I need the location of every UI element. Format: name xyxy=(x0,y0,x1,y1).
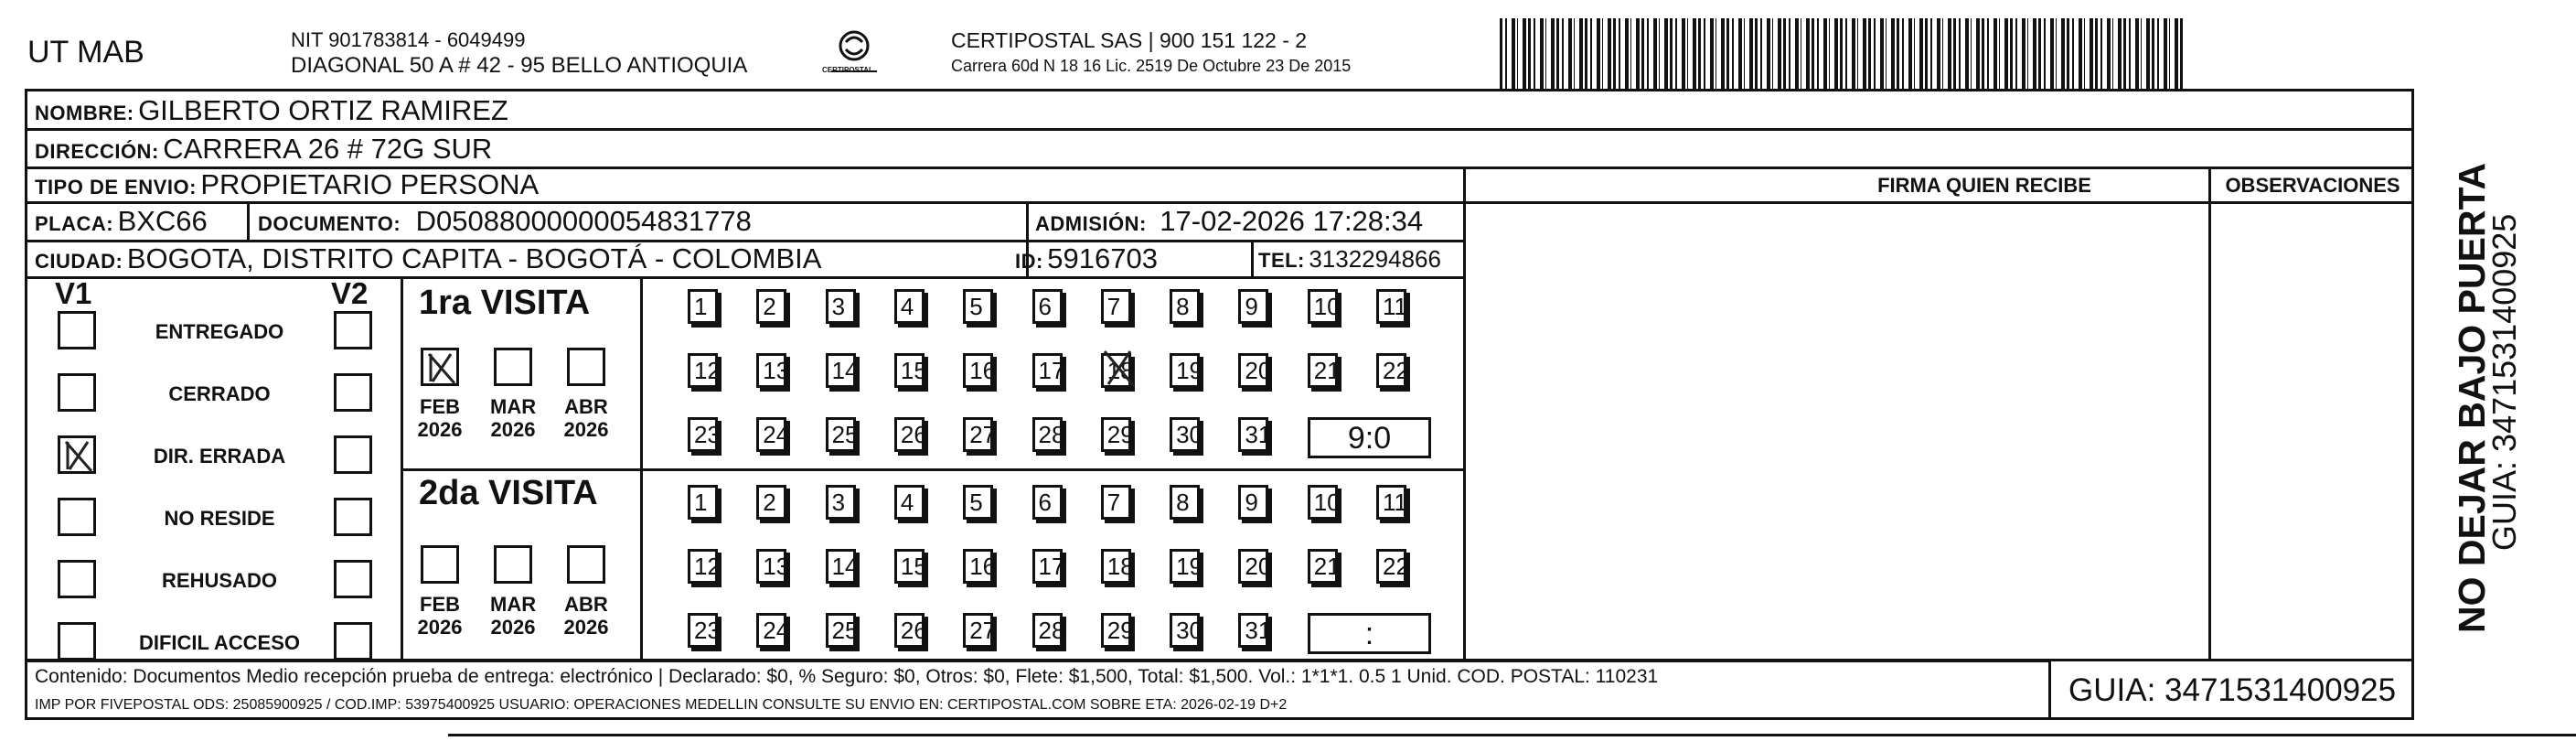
ciudad-value: BOGOTA, DISTRITO CAPITA - BOGOTÁ - COLOMBIA xyxy=(126,242,822,274)
day-box[interactable]: 8 xyxy=(1170,289,1200,324)
v2-checkbox[interactable] xyxy=(334,622,372,661)
documento-label: DOCUMENTO: xyxy=(258,212,401,235)
year-label: 2026 xyxy=(563,616,609,639)
day-box[interactable]: 20 xyxy=(1238,353,1268,388)
tipo-value: PROPIETARIO PERSONA xyxy=(200,168,540,200)
day-box[interactable]: 30 xyxy=(1170,417,1200,452)
day-box[interactable]: 18 xyxy=(1101,549,1131,584)
nombre-label: NOMBRE: xyxy=(35,102,134,124)
month-checkbox[interactable] xyxy=(494,545,532,584)
day-box[interactable]: 24 xyxy=(756,613,786,648)
firma-header: FIRMA QUIEN RECIBE xyxy=(1877,174,2091,197)
day-box[interactable]: 19 xyxy=(1170,353,1200,388)
status-label: DIFICIL ACCESO xyxy=(138,631,300,654)
id-label: ID: xyxy=(1015,250,1043,273)
footer-contenido: Contenido: Documentos Medio recepción prueba de entrega: electrónico | Declarado: $0, % Seguro: $0, Otros: $0, Flete: $1,500, Total: $1,500. Vol.: 1*1*1. 0.5 1 Unid. COD. POSTAL: 110231 xyxy=(35,666,1659,687)
year-label: 2026 xyxy=(563,418,609,441)
day-box[interactable]: 2 xyxy=(756,485,786,520)
footer-guia: GUIA: 3471531400925 xyxy=(2068,672,2397,708)
day-box[interactable]: 30 xyxy=(1170,613,1200,648)
day-box[interactable]: 11 xyxy=(1376,485,1406,520)
day-box[interactable]: 5 xyxy=(963,485,993,520)
second-visit-title: 2da VISITA xyxy=(419,474,598,512)
day-box[interactable]: 26 xyxy=(894,417,925,452)
month-label: FEB xyxy=(420,395,460,418)
day-check-mark xyxy=(1101,349,1138,388)
year-label: 2026 xyxy=(417,418,463,441)
v1-checkbox[interactable] xyxy=(58,560,96,598)
carrier-license: Carrera 60d N 18 16 Lic. 2519 De Octubre 23 De 2015 xyxy=(951,57,1352,75)
tel-value: 3132294866 xyxy=(1309,245,1441,273)
day-box[interactable]: 7 xyxy=(1101,289,1131,324)
barcode xyxy=(1500,18,2186,90)
day-box[interactable]: 3 xyxy=(826,485,856,520)
placa-row xyxy=(35,205,208,238)
v2-header: V2 xyxy=(331,276,369,310)
day-box[interactable]: 13 xyxy=(756,549,786,584)
day-box[interactable]: 21 xyxy=(1308,549,1338,584)
v2-checkbox[interactable] xyxy=(334,498,372,536)
day-box[interactable]: 27 xyxy=(963,613,993,648)
month-label: ABR xyxy=(564,395,608,418)
v2-checkbox[interactable] xyxy=(334,373,372,412)
admision-value: 17-02-2026 17:28:34 xyxy=(1160,205,1424,237)
year-label: 2026 xyxy=(490,418,536,441)
day-box[interactable]: 23 xyxy=(688,417,718,452)
month-checkbox[interactable] xyxy=(567,545,605,584)
day-box[interactable]: 17 xyxy=(1032,549,1063,584)
day-box[interactable]: 7 xyxy=(1101,485,1131,520)
day-box[interactable]: 14 xyxy=(826,353,856,388)
v1-checkbox[interactable] xyxy=(58,311,96,349)
day-box[interactable]: 17 xyxy=(1032,353,1063,388)
month-label: MAR xyxy=(490,593,537,616)
day-box[interactable]: 1 xyxy=(688,485,718,520)
month-label: ABR xyxy=(564,593,608,616)
tel-label: TEL: xyxy=(1258,249,1305,272)
year-label: 2026 xyxy=(417,616,463,639)
day-box[interactable]: 12 xyxy=(688,353,718,388)
tipo-label: TIPO DE ENVIO: xyxy=(35,176,197,199)
tipo-row xyxy=(35,168,539,201)
bottom-rule xyxy=(448,734,2576,736)
day-box[interactable]: 4 xyxy=(894,289,925,324)
month-checkbox[interactable] xyxy=(494,348,532,386)
day-box[interactable]: 20 xyxy=(1238,549,1268,584)
tel-row xyxy=(1258,245,1441,274)
v1-checkbox[interactable] xyxy=(58,622,96,661)
year-label: 2026 xyxy=(490,616,536,639)
side-guia: GUIA: 3471531400925 xyxy=(2485,213,2523,551)
day-box[interactable]: 31 xyxy=(1238,613,1268,648)
company-address: DIAGONAL 50 A # 42 - 95 BELLO ANTIOQUIA xyxy=(291,53,748,78)
day-box[interactable]: 25 xyxy=(826,417,856,452)
admision-label: ADMISIÓN: xyxy=(1035,212,1147,235)
day-box[interactable]: 5 xyxy=(963,289,993,324)
v1-header: V1 xyxy=(55,276,92,310)
v2-checkbox[interactable] xyxy=(334,311,372,349)
v2-checkbox[interactable] xyxy=(334,560,372,598)
nombre-row xyxy=(35,94,508,127)
documento-row xyxy=(258,205,752,238)
check-mark xyxy=(60,438,97,475)
ciudad-row xyxy=(35,242,821,275)
day-box[interactable]: 2 xyxy=(756,289,786,324)
nombre-value: GILBERTO ORTIZ RAMIREZ xyxy=(138,94,508,126)
day-box[interactable]: 14 xyxy=(826,549,856,584)
month-label: MAR xyxy=(490,395,537,418)
direccion-value: CARRERA 26 # 72G SUR xyxy=(163,133,493,165)
day-box[interactable]: 15 xyxy=(894,353,925,388)
v1-checkbox[interactable] xyxy=(58,498,96,536)
status-label: NO RESIDE xyxy=(164,507,275,530)
day-box[interactable]: 11 xyxy=(1376,289,1406,324)
logo-text: CERTIPOSTAL xyxy=(822,66,873,74)
month-label: FEB xyxy=(420,593,460,616)
first-visit-title: 1ra VISITA xyxy=(419,284,591,322)
day-box[interactable]: 25 xyxy=(826,613,856,648)
footer-bottom-border xyxy=(25,659,2414,720)
company-nit: NIT 901783814 - 6049499 xyxy=(291,28,526,51)
day-box[interactable]: 31 xyxy=(1238,417,1268,452)
footer-imp: IMP POR FIVEPOSTAL ODS: 25085900925 / COD.IMP: 53975400925 USUARIO: OPERACIONES MEDELLIN CONSULTE SU ENVIO EN: CERTIPOSTAL.COM SOBRE ETA: 2026-02-19 D+2 xyxy=(35,697,1288,713)
day-box[interactable]: 19 xyxy=(1170,549,1200,584)
status-label: DIR. ERRADA xyxy=(153,445,286,467)
placa-label: PLACA: xyxy=(35,212,114,235)
day-box[interactable]: 28 xyxy=(1032,613,1063,648)
time-box[interactable]: 9:0 xyxy=(1308,417,1431,458)
day-box[interactable]: 18 xyxy=(1101,353,1131,388)
v2-checkbox[interactable] xyxy=(334,435,372,474)
status-label: REHUSADO xyxy=(162,569,277,592)
day-box[interactable]: 6 xyxy=(1032,289,1063,324)
carrier-name: CERTIPOSTAL SAS | 900 151 122 - 2 xyxy=(951,28,1308,52)
day-box[interactable]: 6 xyxy=(1032,485,1063,520)
month-checkbox[interactable] xyxy=(421,348,459,386)
day-box[interactable]: 28 xyxy=(1032,417,1063,452)
day-box[interactable]: 29 xyxy=(1101,613,1131,648)
day-box[interactable]: 22 xyxy=(1376,353,1406,388)
day-box[interactable]: 16 xyxy=(963,549,993,584)
day-box[interactable]: 27 xyxy=(963,417,993,452)
v1-checkbox[interactable] xyxy=(58,435,96,474)
direccion-label: DIRECCIÓN: xyxy=(35,140,159,163)
day-box[interactable]: 10 xyxy=(1308,485,1338,520)
day-box[interactable]: 23 xyxy=(688,613,718,648)
observaciones-header: OBSERVACIONES xyxy=(2225,174,2400,197)
month-checkbox[interactable] xyxy=(421,545,459,584)
v1-checkbox[interactable] xyxy=(58,373,96,412)
day-box[interactable]: 12 xyxy=(688,549,718,584)
day-box[interactable]: 24 xyxy=(756,417,786,452)
day-box[interactable]: 1 xyxy=(688,289,718,324)
day-box[interactable]: 4 xyxy=(894,485,925,520)
documento-value: D05088000000054831778 xyxy=(415,205,752,237)
day-box[interactable]: 15 xyxy=(894,549,925,584)
admision-row xyxy=(1035,205,1423,238)
day-box[interactable]: 9 xyxy=(1238,485,1268,520)
day-box[interactable]: 22 xyxy=(1376,549,1406,584)
company-name: UT MAB xyxy=(27,35,144,70)
day-box[interactable]: 21 xyxy=(1308,353,1338,388)
month-checkbox[interactable] xyxy=(567,348,605,386)
id-row xyxy=(1015,242,1158,275)
day-box[interactable]: 10 xyxy=(1308,289,1338,324)
placa-value: BXC66 xyxy=(117,205,208,237)
day-box[interactable]: 29 xyxy=(1101,417,1131,452)
check-mark xyxy=(423,350,460,387)
day-box[interactable]: 26 xyxy=(894,613,925,648)
side-warning: NO DEJAR BAJO PUERTA xyxy=(2451,162,2493,633)
day-box[interactable]: 13 xyxy=(756,353,786,388)
day-box[interactable]: 16 xyxy=(963,353,993,388)
time-box[interactable]: : xyxy=(1308,613,1431,654)
day-box[interactable]: 9 xyxy=(1238,289,1268,324)
status-label: ENTREGADO xyxy=(155,320,284,343)
status-label: CERRADO xyxy=(168,382,271,405)
direccion-row xyxy=(35,133,492,166)
day-box[interactable]: 3 xyxy=(826,289,856,324)
day-box[interactable]: 8 xyxy=(1170,485,1200,520)
ciudad-label: CIUDAD: xyxy=(35,250,123,273)
id-value: 5916703 xyxy=(1047,242,1158,274)
